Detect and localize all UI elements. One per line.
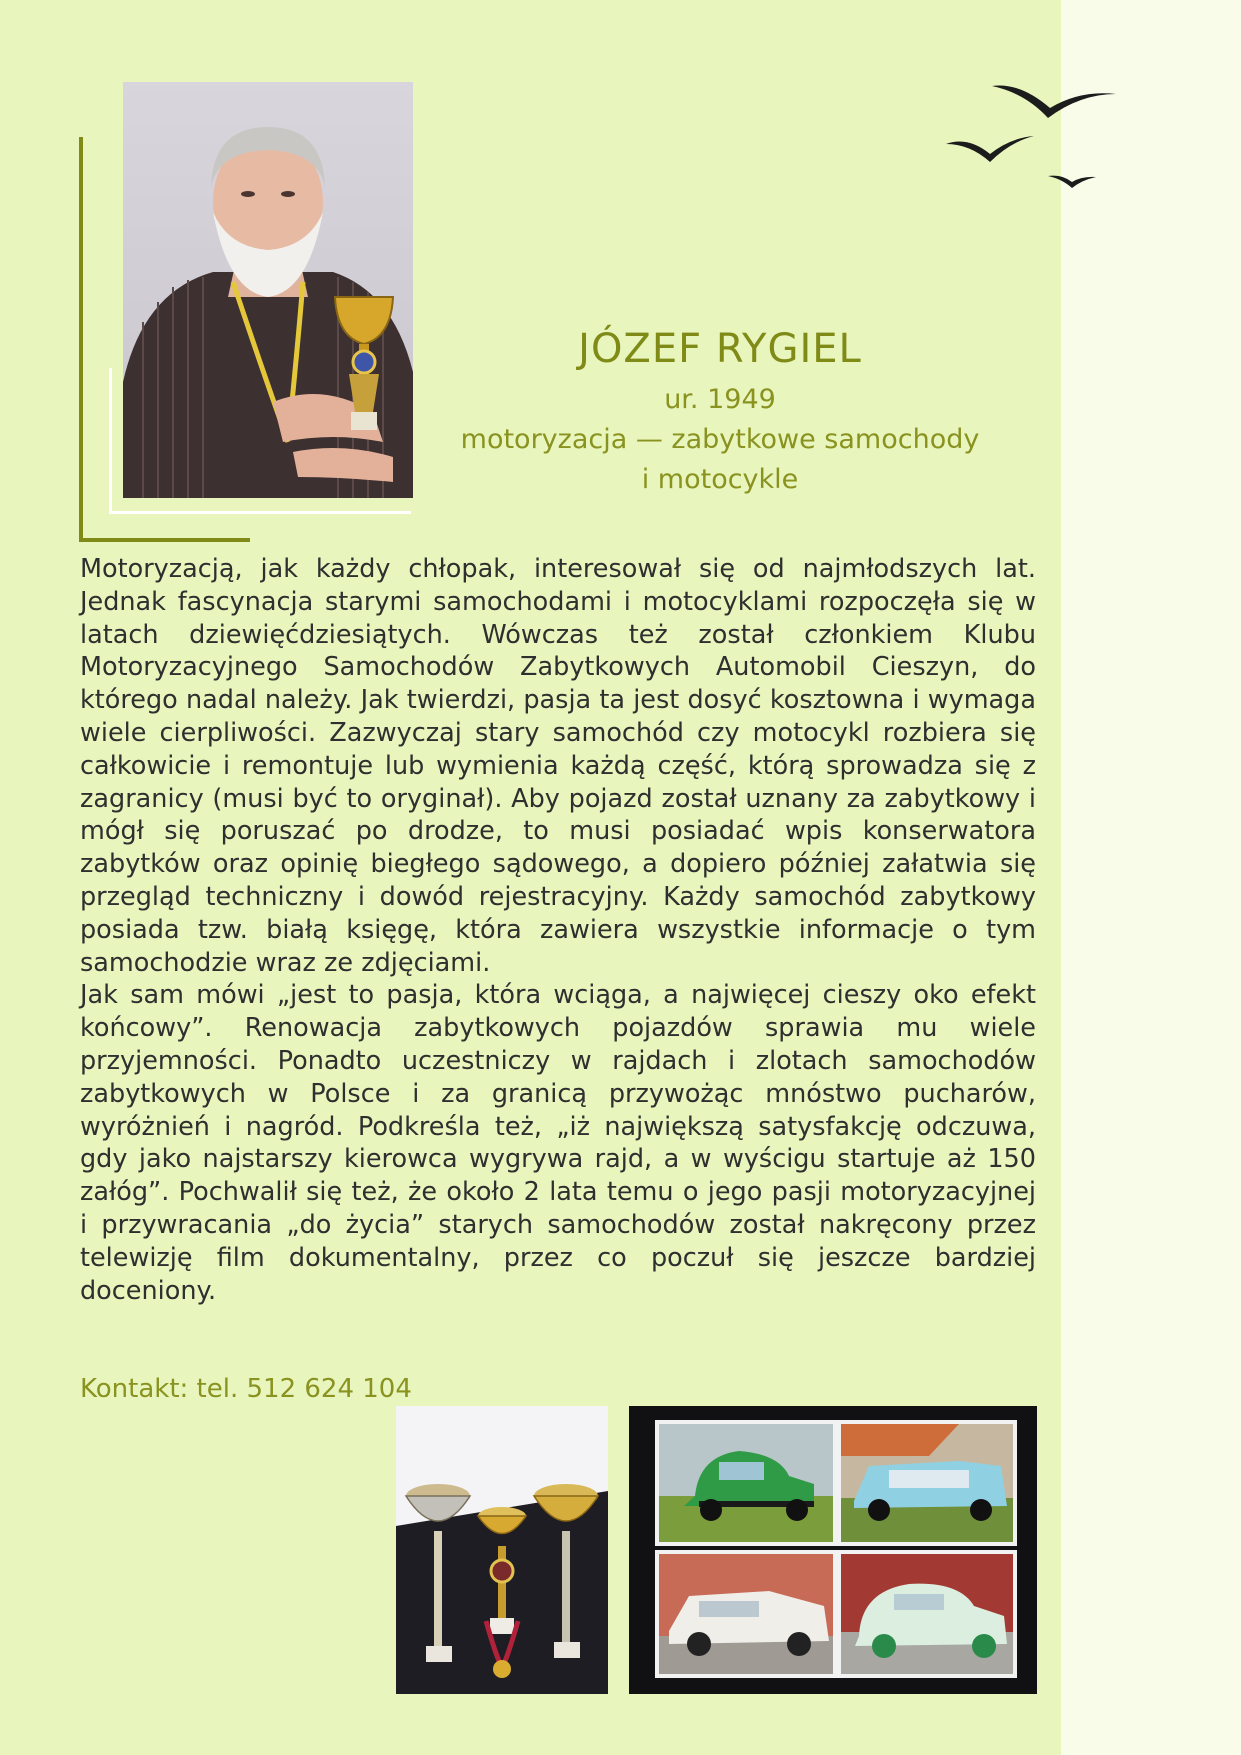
birds-decoration bbox=[940, 78, 1120, 190]
contact-info: Kontakt: tel. 512 624 104 bbox=[80, 1374, 412, 1404]
frame-line-inner-vertical bbox=[109, 368, 112, 514]
body-text bbox=[80, 553, 1036, 1307]
person-name: JÓZEF RYGIEL bbox=[578, 326, 862, 372]
trophies-photo bbox=[396, 1406, 608, 1694]
frame-line-horizontal bbox=[79, 538, 250, 542]
cars-photo-collage bbox=[629, 1406, 1037, 1694]
paragraph-1: Motoryzacją, jak każdy chłopak, interesował się od najmłodszych lat. Jednak fascynacja starymi samochodami i motocyklami rozpoczęła się w latach dziewięćdziesiątych. Wówczas też został członkiem Klubu Motoryzacyjnego Samochodów Zabytkowych Automobil Cieszyn, do którego nadal należy. Jak twierdzi, pasja ta jest dosyć kosztowna i wymaga wiele cierpliwości. Zazwyczaj stary samochód czy motocykl rozbiera się całkowicie i remontuje lub wymienia każdą część, którą sprowadza się z zagranicy (musi być to oryginał). Aby pojazd został uznany za zabytkowy i mógł się poruszać po drodze, to musi posiadać wpis konserwatora zabytków oraz opinię biegłego sądowego, a dopiero później załatwia się przegląd techniczny i dowód rejestracyjny. Każdy samochód zabytkowy posiada tzw. białą księgę, która zawiera wszystkie informacje o tym samochodzie wraz ze zdjęciami. bbox=[80, 554, 1036, 978]
interest-line-2: i motocykle bbox=[641, 464, 799, 495]
birth-year: ur. 1949 bbox=[664, 384, 776, 415]
interest-line-1: motoryzacja — zabytkowe samochody bbox=[460, 424, 980, 455]
side-margin bbox=[1061, 0, 1241, 1755]
frame-line-vertical bbox=[79, 137, 83, 542]
frame-line-inner-horizontal bbox=[109, 511, 411, 514]
portrait-photo bbox=[123, 82, 413, 498]
paragraph-2: Jak sam mówi „jest to pasja, która wciąga, a najwięcej cieszy oko efekt końcowy”. Renowacja zabytkowych pojazdów sprawia mu wiele przyjemności. Ponadto uczestniczy w rajdach i zlotach samochodów zabytkowych w Polsce i za granicą przywożąc mnóstwo pucharów, wyróżnień i nagród. Podkreśla też, „iż największą satysfakcję odczuwa, gdy jako najstarszy kierowca wygrywa rajd, a w wyścigu startuje aż 150 załóg”. Pochwalił się też, że około 2 lata temu o jego pasji motoryzacyjnej i przywracania „do życia” starych samochodów został nakręcony przez telewizję film dokumentalny, przez co poczuł się jeszcze bardziej doceniony. bbox=[80, 980, 1036, 1306]
